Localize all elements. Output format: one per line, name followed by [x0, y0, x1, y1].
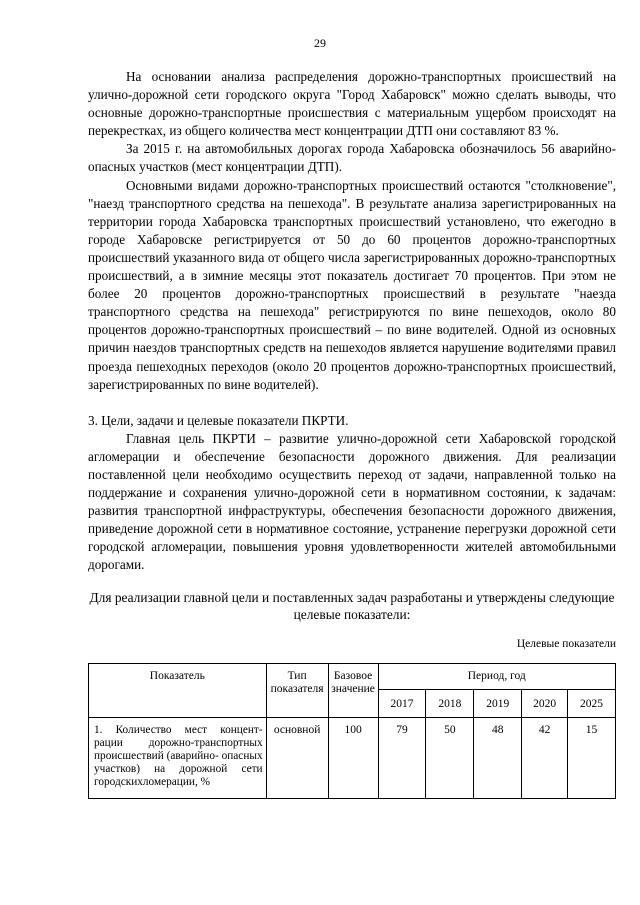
- header-indicator: Показатель: [89, 663, 267, 717]
- cell-indicator: 1. Количество мест концент- рации дорожно-транспортных происшествий (аварийно- опасных участков) на дорожной сети городскихломерации, %: [89, 717, 267, 798]
- section-heading: 3. Цели, задачи и целевые показатели ПКРТИ.: [88, 412, 349, 428]
- paragraph-dangerous-sites: За 2015 г. на автомобильных дорогах города Хабаровска обозначилось 56 аварийно-опасных участков (мест концентрации ДТП).: [88, 141, 616, 175]
- table-caption: Целевые показатели: [516, 637, 616, 650]
- header-base: Базовое значение: [328, 663, 378, 717]
- header-type: Тип показателя: [266, 663, 328, 717]
- paragraph-main-goal: Главная цель ПКРТИ – развитие улично-дорожной сети Хабаровской городской агломерации и обеспечение безопасности дорожного движения. Для реализации поставленной цели необходимо осуществить переход от задачи, направленной только на поддержание и сохранения улично-дорожной сети в нормативном состоянии, к задачам: развития транспортной инфраструктуры, обеспечения безопасности дорожного движения, приведение дорожной сети в нормативное состояние, устранение перегрузки дорожной сети городской агломерации, повышения уровня удовлетворенности жителей автомобильными дорогами.: [88, 430, 616, 573]
- paragraph-accident-analysis: На основании анализа распределения дорожно-транспортных происшествий на улично-дорожной сети городского округа "Город Хабаровск" можно сделать выводы, что основные дорожно-транспортные происшествия с материальным ущербом происходят на перекрестках, из общего количества мест концентрации ДТП они составляют 83 %.: [88, 69, 616, 139]
- cell-value: 48: [474, 717, 522, 798]
- header-year: 2018: [426, 689, 474, 717]
- cell-base: 100: [328, 717, 378, 798]
- header-year: 2019: [474, 689, 522, 717]
- header-year: 2020: [522, 689, 568, 717]
- spacer: [88, 394, 616, 412]
- cell-value: 50: [426, 717, 474, 798]
- document-body: [88, 68, 616, 799]
- table-row: [89, 717, 616, 798]
- target-indicators-table: [88, 663, 616, 799]
- table-header-row: [89, 663, 616, 689]
- cell-type: основной: [266, 717, 328, 798]
- paragraph-accident-types: Основными видами дорожно-транспортных происшествий остаются "столкновение", "наезд транспортного средства на пешехода". В результате анализа зарегистрированных на территории города Хабаровска транспортных происшествий установлено, что ежегодно в городе Хабаровске регистрируется от 50 до 60 процентов дорожно-транспортных происшествий указанного вида от общего числа зарегистрированных дорожно-транспортных происшествий, а в зимние месяцы этот показатель достигает 70 процентов. При этом не более 20 процентов дорожно-транспортных происшествий в результате "наезда транспортного средства на пешехода" регистрируются по вине пешеходов, около 80 процентов дорожно-транспортных происшествий – по вине водителей. Одной из основных причин наездов транспортных средств на пешеходов является нарушение водителями правил проезда пешеходных переходов (около 20 процентов дорожно-транспортных происшествий, зарегистрированных по вине водителей).: [88, 177, 616, 392]
- cell-value: 42: [522, 717, 568, 798]
- cell-value: 79: [378, 717, 426, 798]
- header-year: 2017: [378, 689, 426, 717]
- header-period: Период, год: [378, 663, 615, 689]
- page-number: 29: [314, 36, 326, 50]
- table-intro: Для реализации главной цели и поставленных задач разработаны и утверждены следующие целевые показатели:: [89, 589, 615, 622]
- cell-value: 15: [568, 717, 616, 798]
- header-year: 2025: [568, 689, 616, 717]
